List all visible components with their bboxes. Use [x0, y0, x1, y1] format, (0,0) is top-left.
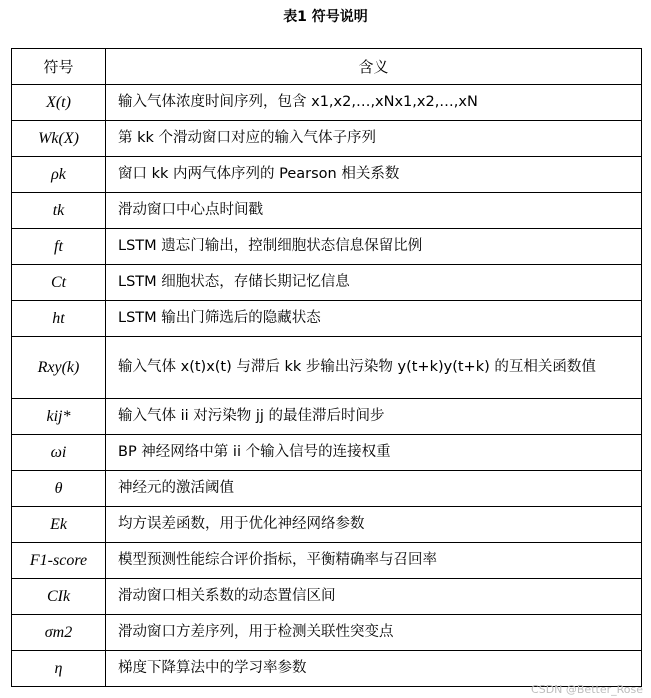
symbol-cell: σm2 — [12, 615, 106, 651]
meaning-cell: BP 神经网络中第 ii 个输入信号的连接权重 — [106, 435, 642, 471]
table-row — [12, 399, 642, 435]
table-row — [12, 157, 642, 193]
meaning-cell: LSTM 输出门筛选后的隐藏状态 — [106, 301, 642, 337]
meaning-cell: 神经元的激活阈值 — [106, 471, 642, 507]
table-header-row — [12, 49, 642, 85]
meaning-cell: 梯度下降算法中的学习率参数 — [106, 651, 642, 687]
meaning-cell: 滑动窗口相关系数的动态置信区间 — [106, 579, 642, 615]
symbol-cell: ht — [12, 301, 106, 337]
symbol-cell: η — [12, 651, 106, 687]
header-meaning: 含义 — [106, 49, 642, 85]
table-row — [12, 85, 642, 121]
meaning-cell: 均方误差函数，用于优化神经网络参数 — [106, 507, 642, 543]
symbol-cell: F1-score — [12, 543, 106, 579]
symbol-cell: ωi — [12, 435, 106, 471]
table-row — [12, 193, 642, 229]
meaning-cell: 输入气体 x(t)x(t) 与滞后 kk 步输出污染物 y(t+k)y(t+k) 的互相关函数值 — [106, 337, 642, 399]
table-row — [12, 301, 642, 337]
table-row — [12, 229, 642, 265]
meaning-cell: 第 kk 个滑动窗口对应的输入气体子序列 — [106, 121, 642, 157]
table-row — [12, 579, 642, 615]
symbol-cell: ρk — [12, 157, 106, 193]
table-row — [12, 121, 642, 157]
symbol-cell: θ — [12, 471, 106, 507]
table-row — [12, 471, 642, 507]
symbol-cell: Rxy(k) — [12, 337, 106, 399]
table-row — [12, 507, 642, 543]
table-row — [12, 615, 642, 651]
table-row — [12, 435, 642, 471]
meaning-cell: 模型预测性能综合评价指标，平衡精确率与召回率 — [106, 543, 642, 579]
meaning-cell: 滑动窗口方差序列，用于检测关联性突变点 — [106, 615, 642, 651]
meaning-cell: LSTM 细胞状态，存储长期记忆信息 — [106, 265, 642, 301]
symbol-cell: tk — [12, 193, 106, 229]
symbol-table — [11, 48, 642, 687]
symbol-cell: CIk — [12, 579, 106, 615]
symbol-cell: kij* — [12, 399, 106, 435]
table-row — [12, 337, 642, 399]
header-symbol: 符号 — [12, 49, 106, 85]
meaning-cell: 窗口 kk 内两气体序列的 Pearson 相关系数 — [106, 157, 642, 193]
table-row — [12, 651, 642, 687]
table-caption: 表1 符号说明 — [283, 9, 368, 25]
symbol-cell: ft — [12, 229, 106, 265]
meaning-cell: 滑动窗口中心点时间戳 — [106, 193, 642, 229]
symbol-cell: Ct — [12, 265, 106, 301]
watermark: CSDN @Better_Rose — [531, 683, 643, 696]
meaning-cell: 输入气体浓度时间序列，包含 x1,x2,…,xNx1,x2,…,xN — [106, 85, 642, 121]
symbol-cell: X(t) — [12, 85, 106, 121]
symbol-cell: Ek — [12, 507, 106, 543]
meaning-cell: LSTM 遗忘门输出，控制细胞状态信息保留比例 — [106, 229, 642, 265]
meaning-cell: 输入气体 ii 对污染物 jj 的最佳滞后时间步 — [106, 399, 642, 435]
table-row — [12, 265, 642, 301]
symbol-cell: Wk(X) — [12, 121, 106, 157]
table-row — [12, 543, 642, 579]
